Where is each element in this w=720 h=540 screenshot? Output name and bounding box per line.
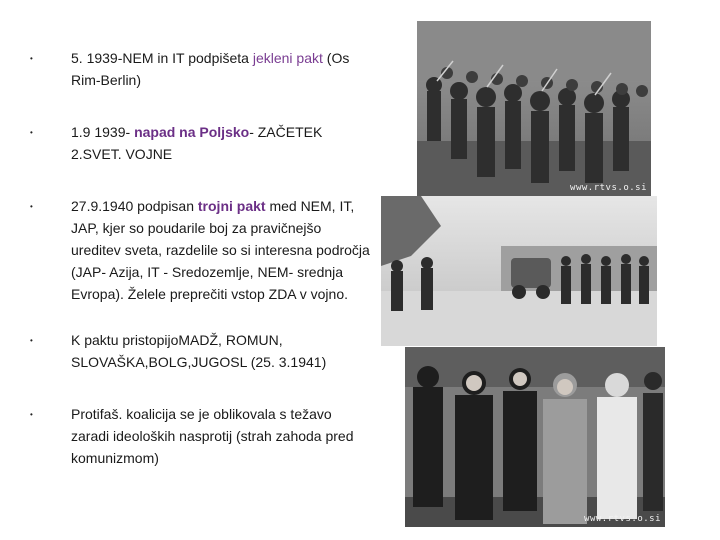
- bullet-text: med NEM, IT, JAP, kjer so poudarile boj za pravičnejšo ureditev sveta, razdelile so si interesna področja (JAP- Azija, IT - Sredozemlje, NEM- srednja Evropa). Želele preprečiti vstop ZDA v vojno.: [71, 198, 370, 302]
- bullet-text: 5. 1939-NEM in IT podpišeta: [71, 50, 253, 66]
- bullet-marker: •: [30, 336, 33, 345]
- watermark: www.rtvs.o.si: [570, 183, 647, 193]
- officials-group-photo: [405, 347, 665, 527]
- bullet-text: K paktu pristopijoMADŽ, ROMUN, SLOVAŠKA,BOLG,JUGOSL (25. 3.1941): [71, 332, 327, 370]
- bullet-text: Protifaš. koalicija se je oblikovala s težavo zaradi ideoloških nasprotij (strah zahoda pred komunizmom): [71, 406, 354, 466]
- bullet-text: 27.9.1940 podpisan: [71, 198, 198, 214]
- bullet-text: - ZAČETEK 2.SVET. VOJNE: [71, 124, 323, 162]
- bullet-marker: •: [30, 54, 33, 63]
- bullet-text: (Os Rim-Berlin): [71, 50, 350, 88]
- bullet-item-5: [71, 403, 371, 469]
- bullet-item-4: [71, 329, 371, 373]
- bullet-item-3: [71, 195, 371, 305]
- bullet-item-2: [71, 121, 371, 165]
- bullet-item-1: [71, 47, 371, 91]
- highlighted-term: napad na Poljsko: [134, 124, 250, 140]
- invasion-street-photo: [381, 196, 657, 346]
- bullet-marker: •: [30, 202, 33, 211]
- highlighted-term: jekleni pakt: [252, 50, 323, 66]
- watermark: www.rtvs.o.si: [584, 514, 661, 524]
- bullet-marker: •: [30, 410, 33, 419]
- bullet-marker: •: [30, 128, 33, 137]
- marching-soldiers-photo: [417, 21, 651, 196]
- bullet-text: 1.9 1939-: [71, 124, 135, 140]
- highlighted-term: trojni pakt: [197, 198, 266, 214]
